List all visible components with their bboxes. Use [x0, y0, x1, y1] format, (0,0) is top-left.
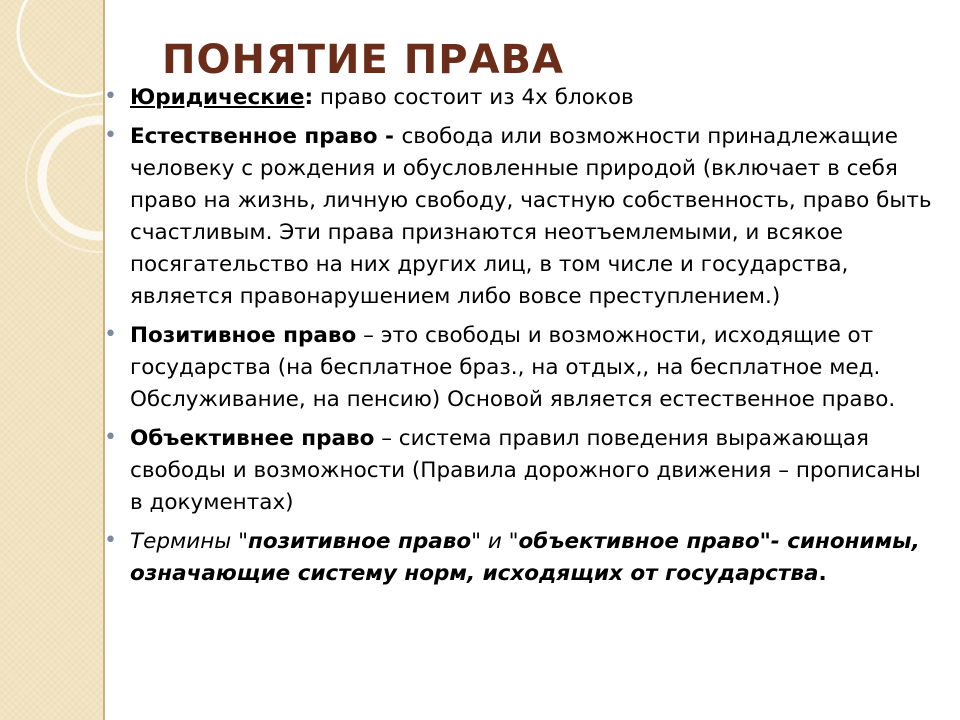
bullet-text: – это свободы и возможности, исходящие от государства (на бесплатное браз., на отдых,, на бесплатное мед. Обслуживание, на пенсию) Основой является естественное право.	[130, 323, 896, 412]
bullet-tail: "- синонимы, означающие систему норм, исходящих от государства	[130, 529, 920, 586]
decorative-ring	[42, 120, 103, 236]
slide-title: ПОНЯТИЕ ПРАВА	[162, 37, 564, 83]
bullet-item	[100, 121, 940, 313]
bullet-term: Естественное право	[130, 124, 378, 149]
bullet-item	[100, 320, 940, 416]
bullet-term: Позитивное право	[130, 323, 357, 348]
decorative-rings	[0, 0, 103, 720]
bullet-end: .	[818, 561, 827, 586]
bullet-text: – система правил поведения выражающая свободы и возможности (Правила дорожного движения – прописаны в документах)	[130, 426, 921, 515]
bullet-item	[100, 423, 940, 519]
bullet-term: Юридические	[130, 85, 305, 110]
bullet-mid: " и "	[471, 529, 519, 554]
bullet-lead: Термины "	[130, 529, 248, 554]
bullet-term: Объективнее право	[130, 426, 375, 451]
bullet-term: позитивное право	[247, 529, 472, 554]
decorative-side-strip	[0, 0, 105, 720]
bullet-text: свобода или возможности принадлежащие человеку с рождения и обусловленные природой (включает в себя право на жизнь, личную свободу, частную собственность, право быть счастливым. Эти права признаются неотъемлемыми, и всякое посягательство на них других лиц, в том числе и государства, является правонарушением либо вовсе преступлением.)	[130, 124, 932, 309]
bullet-text: право состоит из 4х блоков	[313, 85, 634, 110]
bullet-separator: -	[377, 124, 402, 149]
decorative-ring	[18, 0, 103, 96]
bullet-list	[100, 82, 940, 597]
bullet-colon: :	[304, 85, 314, 110]
bullet-term: объективное право	[518, 529, 760, 554]
bullet-item	[100, 526, 940, 590]
bullet-item	[100, 82, 940, 114]
